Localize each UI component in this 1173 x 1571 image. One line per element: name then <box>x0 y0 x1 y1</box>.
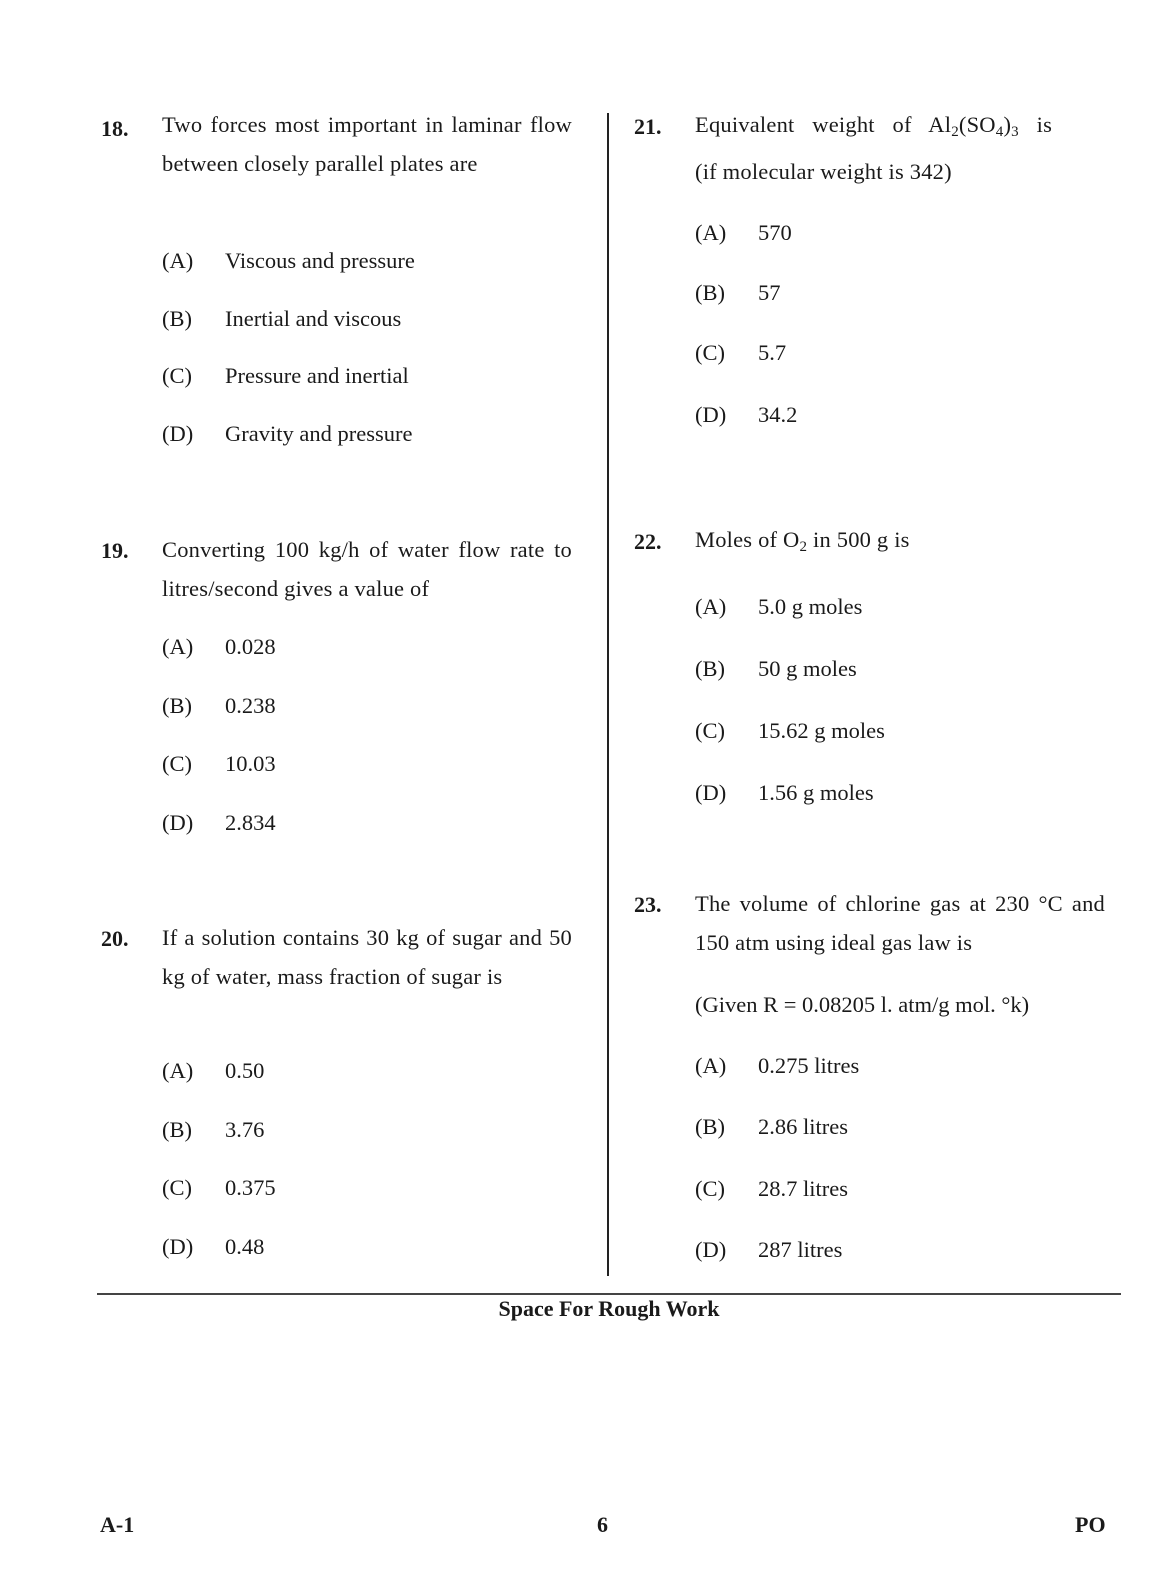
question-number: 21. <box>634 114 662 139</box>
option-d: (D) 1.56 g moles <box>695 780 874 805</box>
question-number: 19. <box>101 538 129 563</box>
option-c: (C) Pressure and inertial <box>162 363 409 388</box>
option-b: (B) 3.76 <box>162 1117 265 1142</box>
rough-work-divider <box>97 1293 1121 1295</box>
question-text-line2: (if molecular weight is 342) <box>695 159 952 184</box>
option-a: (A) 0.275 litres <box>695 1053 860 1078</box>
column-divider <box>607 113 609 1276</box>
option-a: (A) Viscous and pressure <box>162 248 415 273</box>
footer-page-number: 6 <box>597 1512 608 1537</box>
option-c: (C) 0.375 <box>162 1175 276 1200</box>
question-number: 22. <box>634 529 662 554</box>
footer-subject-code: PO <box>1075 1512 1106 1537</box>
option-d: (D) 0.48 <box>162 1234 265 1259</box>
question-text: Moles of $O_2$ in 500 g is <box>695 527 910 555</box>
question-text: Equivalent weight of $Al_2(SO_4)_3$ is <box>695 112 1053 140</box>
option-b: (B) 2.86 litres <box>695 1114 848 1139</box>
option-d: (D) 287 litres <box>695 1237 843 1262</box>
rough-work-heading: Space For Rough Work <box>498 1296 720 1321</box>
option-d: (D) Gravity and pressure <box>162 421 413 446</box>
option-a: (A) 5.0 g moles <box>695 594 863 619</box>
option-d: (D) 34.2 <box>695 402 798 427</box>
question-number: 23. <box>634 892 662 917</box>
question-text: If a solution contains 30 kg of sugar and 50 kg of water, mass fraction of sugar is <box>162 925 572 989</box>
footer-booklet-code: A-1 <box>100 1512 135 1537</box>
option-c: (C) 28.7 litres <box>695 1176 848 1201</box>
question-number: 20. <box>101 926 129 951</box>
question-text: Converting 100 kg/h of water flow rate to litres/second gives a value of <box>162 537 572 601</box>
option-b: (B) 0.238 <box>162 693 276 718</box>
given-constant: (Given R = 0.08205 l. atm/g mol. °k) <box>695 992 1030 1017</box>
option-a: (A) 0.028 <box>162 634 276 659</box>
option-c: (C) 15.62 g moles <box>695 718 885 743</box>
question-number: 18. <box>101 116 129 141</box>
question-text: Two forces most important in laminar flow between closely parallel plates are <box>162 112 572 176</box>
option-b: (B) Inertial and viscous <box>162 306 402 331</box>
option-b: (B) 57 <box>695 280 781 305</box>
option-a: (A) 0.50 <box>162 1058 265 1083</box>
option-c: (C) 5.7 <box>695 340 787 365</box>
option-c: (C) 10.03 <box>162 751 276 776</box>
option-a: (A) 570 <box>695 220 792 245</box>
option-b: (B) 50 g moles <box>695 656 857 681</box>
question-text: The volume of chlorine gas at 230 °C and 150 atm using ideal gas law is <box>695 891 1105 955</box>
option-d: (D) 2.834 <box>162 810 276 835</box>
